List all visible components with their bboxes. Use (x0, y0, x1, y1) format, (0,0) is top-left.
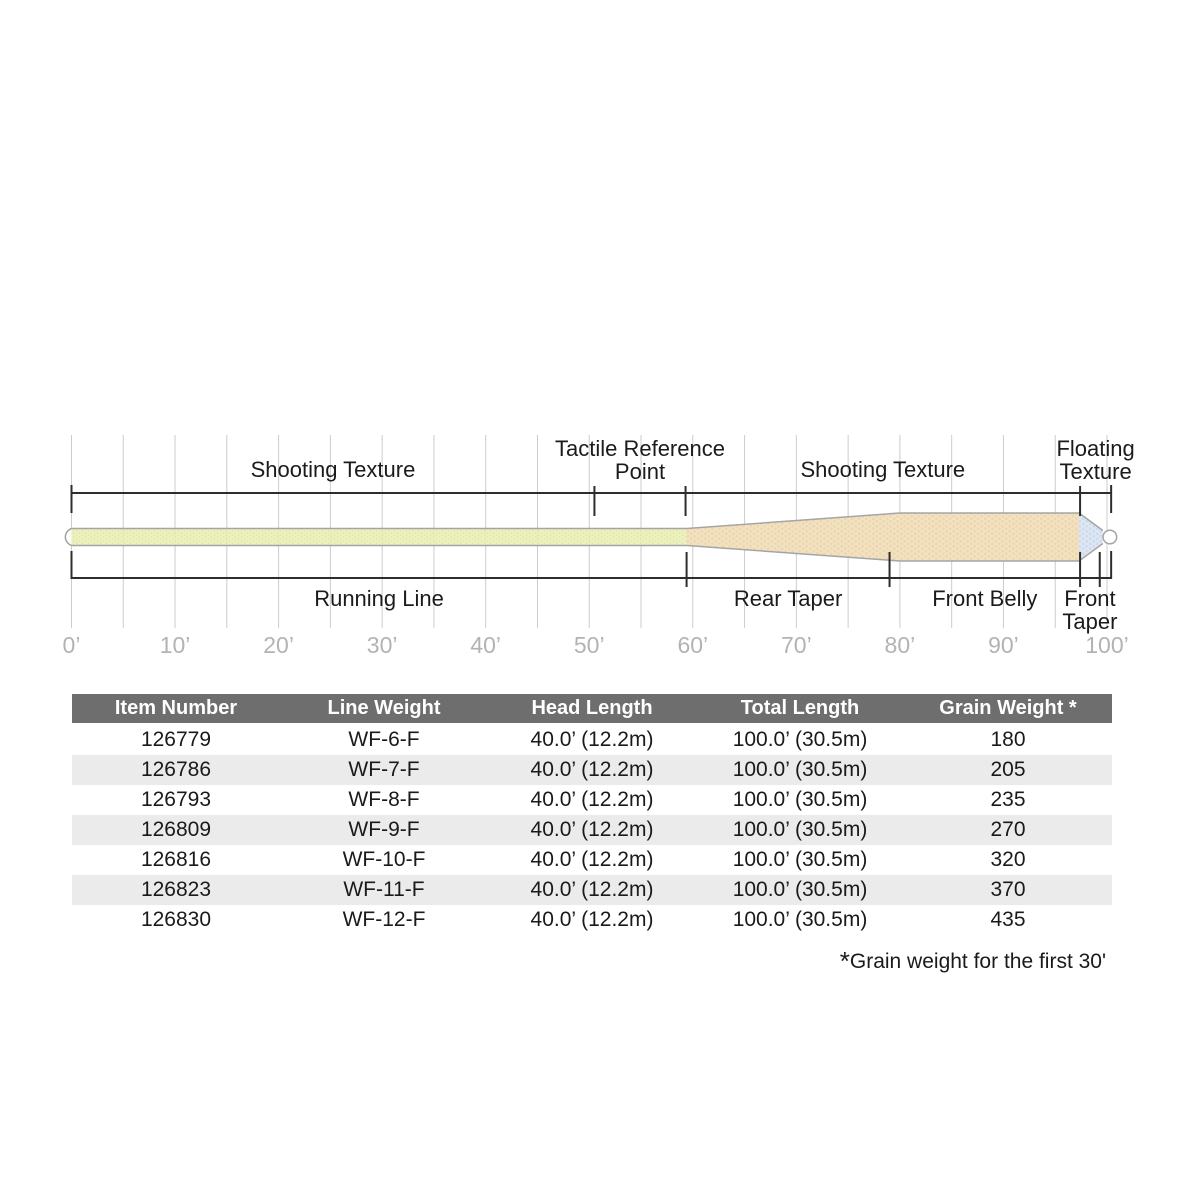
section-label: Front Belly (932, 586, 1038, 611)
section-label: Point (614, 459, 666, 484)
table-cell: 40.0’ (12.2m) (530, 728, 654, 751)
table-body (72, 725, 1112, 935)
footnote-asterisk: * (839, 946, 850, 976)
rear-loop-cap (65, 529, 71, 546)
table-cell: 205 (990, 758, 1026, 781)
bottom-bracket (72, 551, 1118, 634)
belly-texture (687, 513, 1079, 561)
axis-tick-label: 60’ (677, 632, 709, 658)
table-cell: 40.0’ (12.2m) (530, 878, 654, 901)
table-cell: 126823 (140, 878, 212, 901)
table-row (72, 875, 1112, 905)
table-cell: 40.0’ (12.2m) (530, 818, 654, 841)
header-cell: Head Length (531, 697, 653, 719)
table-cell: 180 (990, 728, 1026, 751)
section-label: Shooting Texture (250, 457, 416, 482)
table-cell: 126830 (140, 908, 212, 931)
table-cell: 100.0’ (30.5m) (732, 818, 868, 841)
table-cell: WF-9-F (348, 818, 420, 841)
section-label: Shooting Texture (800, 457, 966, 482)
table-cell: 100.0’ (30.5m) (732, 728, 868, 751)
table-cell: 100.0’ (30.5m) (732, 788, 868, 811)
table-cell: 100.0’ (30.5m) (732, 758, 868, 781)
table-row (72, 845, 1112, 875)
table-cell: 370 (990, 878, 1026, 901)
axis-labels (63, 632, 1129, 658)
table-cell: 100.0’ (30.5m) (732, 848, 868, 871)
header-cell: Line Weight (327, 697, 441, 719)
table-row (72, 785, 1112, 815)
table-row (72, 755, 1112, 785)
table-cell: WF-7-F (348, 758, 420, 781)
table-cell: 100.0’ (30.5m) (732, 908, 868, 931)
table-cell: 435 (990, 908, 1026, 931)
table-cell: 126793 (140, 788, 212, 811)
table-row (72, 725, 1112, 755)
table-cell: 100.0’ (30.5m) (732, 878, 868, 901)
table-cell: 126816 (140, 848, 212, 871)
axis-tick-label: 100’ (1085, 632, 1129, 658)
table-header (72, 694, 1112, 723)
table-cell: 270 (990, 818, 1026, 841)
table-cell: WF-6-F (348, 728, 420, 751)
footnote-text: Grain weight for the first 30' (849, 950, 1106, 973)
table-cell: 126779 (140, 728, 212, 751)
header-cell: Item Number (114, 697, 238, 719)
header-cell: Grain Weight * (939, 697, 1077, 719)
running-line-texture (72, 529, 687, 546)
axis-tick-label: 90’ (988, 632, 1019, 658)
fly-line-profile (65, 513, 1116, 561)
table-cell: WF-11-F (343, 878, 425, 901)
axis-tick-label: 50’ (573, 632, 605, 658)
table-cell: 40.0’ (12.2m) (530, 848, 654, 871)
axis-tick-label: 40’ (470, 632, 502, 658)
spec-table (72, 694, 1112, 935)
table-cell: WF-10-F (342, 848, 426, 871)
axis-tick-label: 10’ (159, 632, 191, 658)
table-cell: WF-8-F (348, 788, 420, 811)
axis-tick-label: 30’ (366, 632, 398, 658)
axis-tick-label: 80’ (884, 632, 916, 658)
axis-tick-label: 70’ (780, 632, 812, 658)
table-cell: 235 (990, 788, 1026, 811)
table-cell: 320 (990, 848, 1026, 871)
table-cell: 126809 (140, 818, 212, 841)
axis-tick-label: 0’ (62, 632, 81, 658)
table-cell: 40.0’ (12.2m) (530, 788, 654, 811)
table-cell: WF-12-F (342, 908, 426, 931)
table-cell: 126786 (140, 758, 212, 781)
tip-loop (1103, 530, 1117, 544)
table-cell: 40.0’ (12.2m) (530, 908, 654, 931)
section-label: Floating (1056, 436, 1135, 461)
axis-tick-label: 20’ (263, 632, 294, 658)
grain-weight-footnote (72, 946, 1106, 977)
section-label: Taper (1062, 609, 1118, 634)
top-bracket (72, 436, 1135, 516)
section-label: Rear Taper (733, 586, 843, 611)
section-label: Texture (1059, 459, 1132, 484)
header-cell: Total Length (740, 697, 860, 719)
section-label: Front (1064, 586, 1116, 611)
section-label: Running Line (314, 586, 444, 611)
table-row (72, 905, 1112, 935)
table-row (72, 815, 1112, 845)
section-label: Tactile Reference (554, 436, 725, 461)
table-cell: 40.0’ (12.2m) (530, 758, 654, 781)
